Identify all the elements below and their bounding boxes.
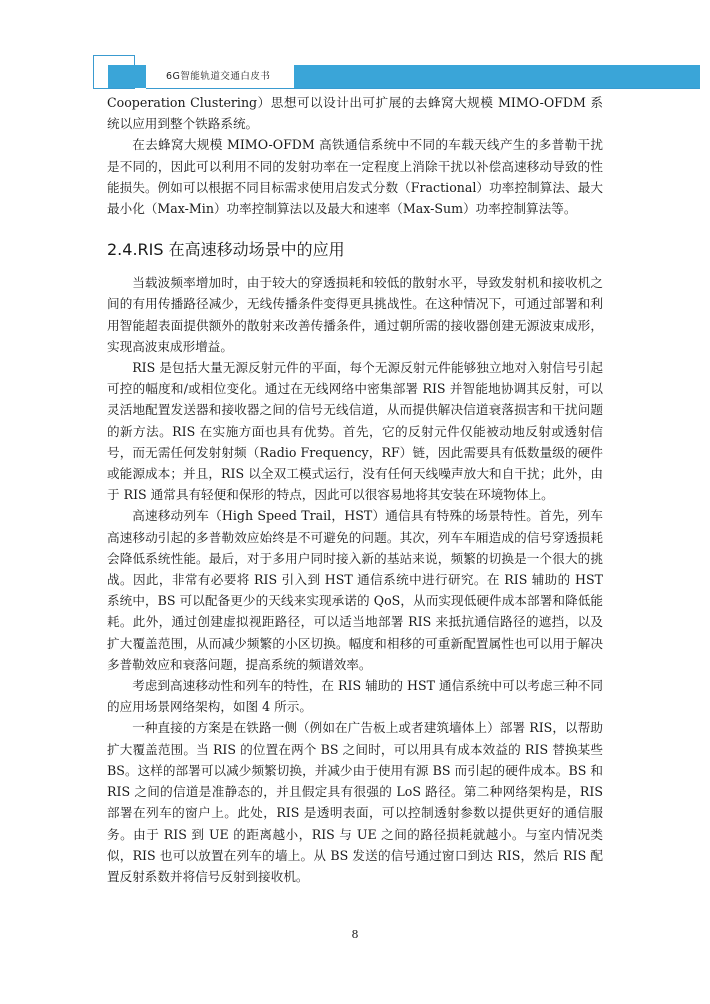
paragraph: 一种直接的方案是在铁路一侧（例如在广告板上或者建筑墙体上）部署 RIS，以帮助扩大覆盖范围。当 RIS 的位置在两个 BS 之间时，可以用具有成本效益的 RIS 替换某些 BS。这样的部署可以减少频繁切换，并减少由于使用有源 BS 而引起的硬件成本。BS 和 RIS 之间的信道是准静态的，并且假定具有很强的 LoS 路径。第二种网络架构是，RIS 部署在列车的窗户上。此处，RIS 是透明表面，可以控制透射参数以提供更好的通信服务。由于 RIS 到 UE 的距离越小，RIS 与 UE 之间的路径损耗就越小。与室内情况类似，RIS 也可以放置在列车的墙上。从 BS 发送的信号通过窗口到达 RIS，然后 RIS 配置反射系数并将信号反射到接收机。 [107,720,603,884]
header-rule [146,88,700,89]
paragraph-continuation: Cooperation Clustering）思想可以设计出可扩展的去蜂窝大规模 MIMO-OFDM 系统以应用到整个铁路系统。 [107,95,603,132]
paragraph: 考虑到高速移动性和列车的特性，在 RIS 辅助的 HST 通信系统中可以考虑三种不同的应用场景网络架构，如图 4 所示。 [107,678,603,715]
paragraph: 在去蜂窝大规模 MIMO-OFDM 高铁通信系统中不同的车载天线产生的多普勒干扰是不同的，因此可以利用不同的发射功率在一定程度上消除干扰以补偿高速移动导致的性能损失。例如可以根据不同目标需求使用启发式分数（Fractional）功率控制算法、最大最小化（Max-Min）功率控制算法以及最大和速率（Max-Sum）功率控制算法等。 [107,137,603,217]
paragraph: 高速移动列车（High Speed Trail，HST）通信具有特殊的场景特性。首先，列车高速移动引起的多普勒效应始终是不可避免的问题。其次，列车车厢造成的信号穿透损耗会降低系统性能。最后，对于多用户同时接入新的基站来说，频繁的切换是一个很大的挑战。因此，非常有必要将 RIS 引入到 HST 通信系统中进行研究。在 RIS 辅助的 HST 系统中，BS 可以配备更少的天线来实现承诺的 QoS，从而实现低硬件成本部署和降低能耗。此外，通过创建虚拟视距路径，可以适当地部署 RIS 来抵抗通信路径的遮挡，以及扩大覆盖范围，从而减少频繁的小区切换。幅度和相移的可重新配置属性也可以用于解决多普勒效应和衰落问题，提高系统的频谱效率。 [107,508,603,672]
header-title: 6G智能轨道交通白皮书 [166,71,271,82]
paragraph: 当载波频率增加时，由于较大的穿透损耗和较低的散射水平，导致发射机和接收机之间的有用传播路径减少，无线传播条件变得更具挑战性。在这种情况下，可通过部署和利用智能超表面提供额外的散射来改善传播条件，通过朝所需的接收器创建无源波束成形，实现高波束成形增益。 [107,275,603,354]
section-heading: 2.4.RIS 在高速移动场景中的应用 [107,240,345,260]
paragraph: RIS 是包括大量无源反射元件的平面，每个无源反射元件能够独立地对入射信号引起可控的幅度和/或相位变化。通过在无线网络中密集部署 RIS 并智能地协调其反射，可以灵活地配置发送器和接收器之间的信号无线信道，从而提供解决信道衰落损害和干扰问题的新方法。RIS 在实施方面也具有优势。首先，它的反射元件仅能被动地反射或透射信号，而无需任何发射射频（Radio Frequency，RF）链，因此需要具有低数量级的硬件或能源成本；并且，RIS 以全双工模式运行，没有任何天线噪声放大和自干扰；此外，由于 RIS 通常具有轻便和保形的特点，因此可以很容易地将其安装在环境物体上。 [107,360,603,503]
page-number: 8 [351,928,359,941]
page-body [107,92,603,887]
